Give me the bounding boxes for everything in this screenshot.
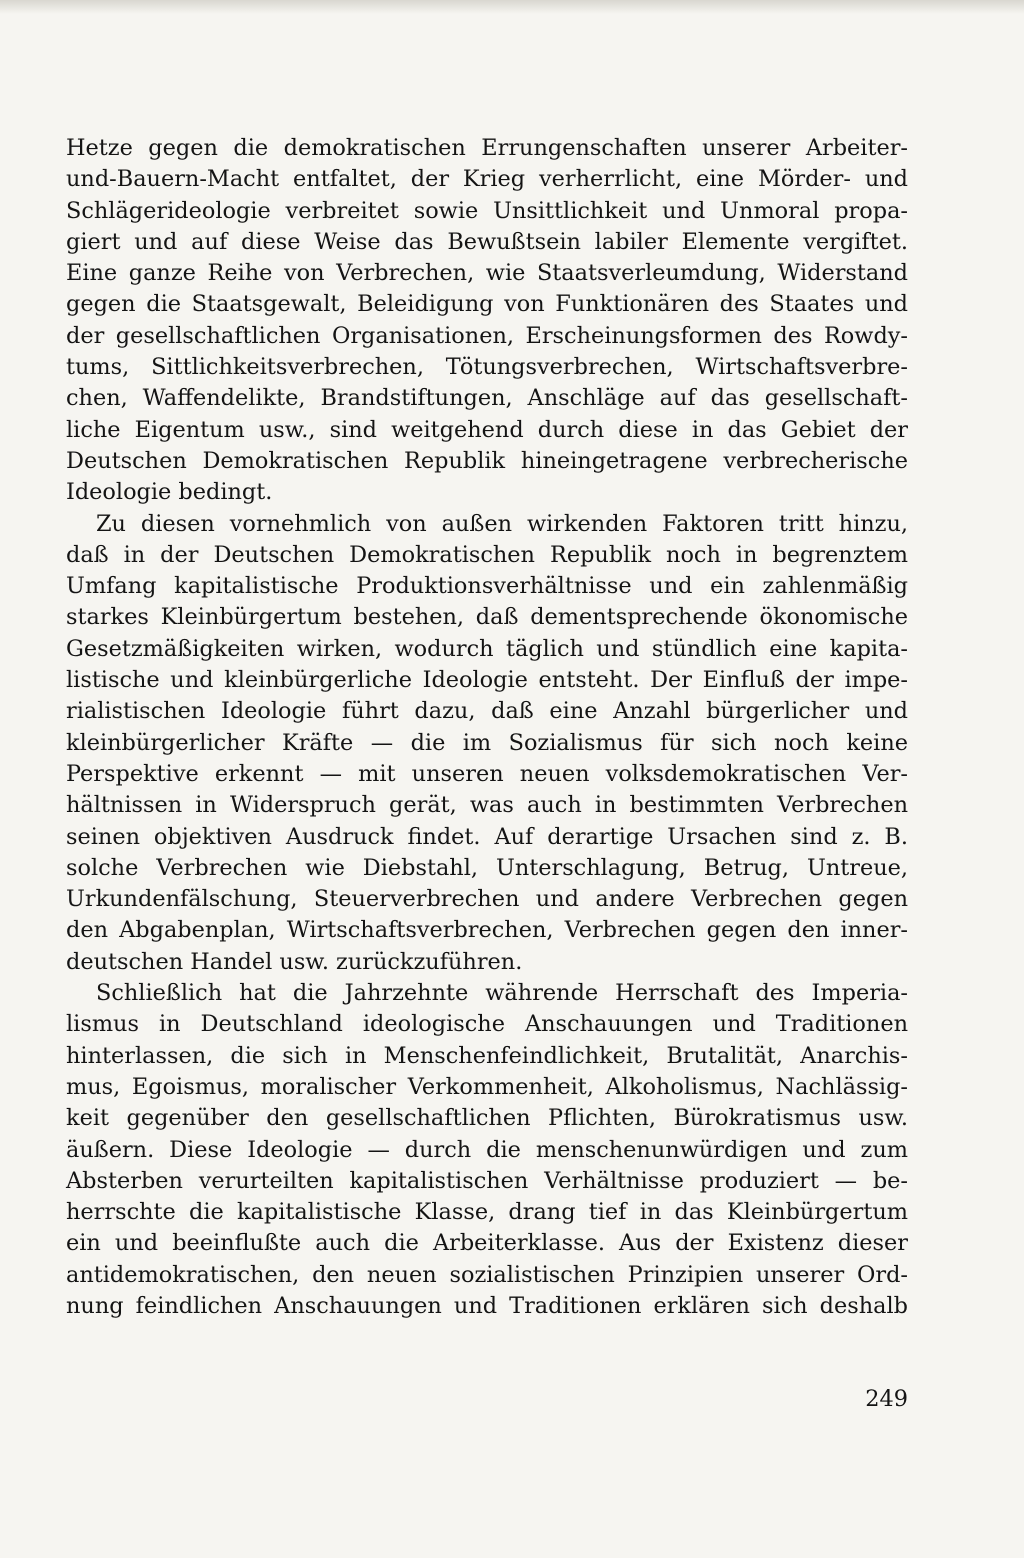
text-line: hinterlassen, die sich in Menschenfeindlichkeit, Brutalität, Anarchis- [66,1042,908,1069]
text-line: Deutschen Demokratischen Republik hineingetragene verbrecherische [66,447,908,474]
text-line: Hetze gegen die demokratischen Errungenschaften unserer Arbeiter- [66,135,908,161]
text-line: Urkundenfälschung, Steuerverbrechen und andere Verbrechen gegen [66,886,908,913]
text-line: rialistischen Ideologie führt dazu, daß eine Anzahl bürgerlicher und [66,698,908,725]
text-line: seinen objektiven Ausdruck findet. Auf derartige Ursachen sind z. B. [66,823,908,850]
text-line: deutschen Handel usw. zurückzuführen. [66,948,523,975]
text-line: giert und auf diese Weise das Bewußtsein labiler Elemente vergiftet. [66,228,908,255]
text-line: solche Verbrechen wie Diebstahl, Unterschlagung, Betrug, Untreue, [66,854,908,881]
scan-edge-shadow [0,0,1024,14]
text-line: gegen die Staatsgewalt, Beleidigung von Funktionären des Staates und [66,291,908,318]
text-line: den Abgabenplan, Wirtschaftsverbrechen, Verbrechen gegen den inner- [66,917,908,944]
text-line: kleinbürgerlicher Kräfte — die im Sozialismus für sich noch keine [66,729,908,756]
text-line: keit gegenüber den gesellschaftlichen Pflichten, Bürokratismus usw. [66,1105,908,1132]
text-line: starkes Kleinbürgertum bestehen, daß dementsprechende ökonomische [66,604,908,631]
text-line: Perspektive erkennt — mit unseren neuen volksdemokratischen Ver- [66,760,908,787]
text-line: Gesetzmäßigkeiten wirken, wodurch täglich und stündlich eine kapita- [66,635,908,662]
text-line: tums, Sittlichkeitsverbrechen, Tötungsverbrechen, Wirtschaftsverbre- [66,354,908,381]
text-line: der gesellschaftlichen Organisationen, Erscheinungsformen des Rowdy- [66,322,908,349]
text-line: antidemokratischen, den neuen sozialistischen Prinzipien unserer Ord- [66,1261,908,1288]
text-line: chen, Waffendelikte, Brandstiftungen, Anschläge auf das gesellschaft- [66,385,908,412]
text-line: äußern. Diese Ideologie — durch die menschenunwürdigen und zum [66,1136,908,1163]
text-line: und-Bauern-Macht entfaltet, der Krieg verherrlicht, eine Mörder- und [66,166,908,193]
text-line: listische und kleinbürgerliche Ideologie entsteht. Der Einfluß der impe- [66,667,908,694]
text-line: lismus in Deutschland ideologische Anschauungen und Traditionen [66,1011,908,1038]
text-line: liche Eigentum usw., sind weitgehend durch diese in das Gebiet der [66,416,908,443]
paragraph-2 [66,509,908,978]
text-line: Ideologie bedingt. [66,479,273,506]
text-line: Schlägerideologie verbreitet sowie Unsittlichkeit und Unmoral propa- [66,197,908,224]
text-line: daß in der Deutschen Demokratischen Republik noch in begrenztem [66,541,908,568]
paragraph-3 [66,978,908,1322]
text-line: mus, Egoismus, moralischer Verkommenheit, Alkoholismus, Nachlässig- [66,1073,908,1100]
body-text [66,133,908,1322]
paragraph-1 [66,133,908,509]
text-line: Absterben verurteilten kapitalistischen Verhältnisse produziert — be- [66,1167,908,1194]
text-line: Eine ganze Reihe von Verbrechen, wie Staatsverleumdung, Widerstand [66,260,908,287]
text-line: nung feindlichen Anschauungen und Traditionen erklären sich deshalb [66,1292,908,1319]
page-number: 249 [865,1386,908,1412]
text-line: Umfang kapitalistische Produktionsverhältnisse und ein zahlenmäßig [66,573,908,600]
text-line: hältnissen in Widerspruch gerät, was auch in bestimmten Verbrechen [66,792,908,819]
text-line: ein und beeinflußte auch die Arbeiterklasse. Aus der Existenz dieser [66,1230,908,1257]
text-line: herrschte die kapitalistische Klasse, drang tief in das Kleinbürgertum [66,1199,908,1226]
text-line: Zu diesen vornehmlich von außen wirkenden Faktoren tritt hinzu, [96,510,908,537]
text-line: Schließlich hat die Jahrzehnte währende Herrschaft des Imperia- [96,980,908,1007]
